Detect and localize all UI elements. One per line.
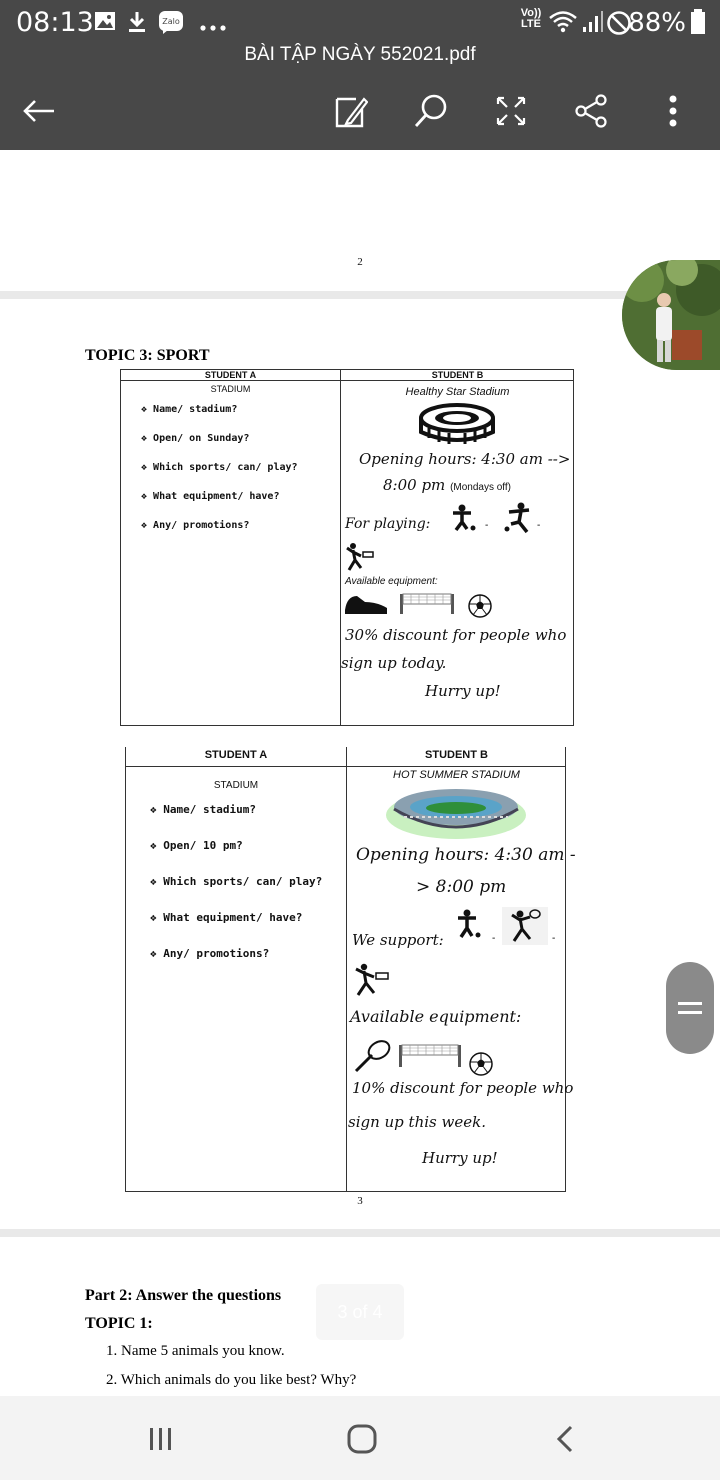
stadium-icon bbox=[384, 783, 528, 841]
student-a-header: STUDENT A bbox=[204, 749, 268, 761]
fullscreen-button[interactable] bbox=[486, 86, 536, 136]
svg-text:Zalo: Zalo bbox=[162, 17, 180, 26]
zalo-icon bbox=[158, 10, 184, 39]
soccer-ball-icon bbox=[466, 1051, 496, 1077]
promotion-line-1: 10% discount for people who bbox=[352, 1079, 574, 1097]
more-dots-icon bbox=[200, 18, 226, 36]
question-item: ❖ What equipment/ have? bbox=[141, 491, 280, 502]
role-card-table-2: STUDENT A STUDENT B STADIUM ❖ Name/ stadium? ❖ Open/ 10 pm? ❖ Which sports/ can/ play? ❖ What equipment/ have? ❖ Any/ promotions? HOT SUMMER STADIUM Opening hours: 4:30 am - > 8:00 pm We support: - - Available equipment: 10% discount for people who sign up this week. Hurry up! bbox=[125, 747, 566, 1192]
promotion-line-1: 30% discount for people who bbox=[345, 626, 567, 644]
recent-apps-button[interactable] bbox=[136, 1414, 186, 1464]
fast-scroll-handle[interactable] bbox=[666, 962, 714, 1054]
back-icon bbox=[553, 1424, 577, 1454]
system-nav-bar bbox=[0, 1396, 720, 1480]
battery-percent: 88% bbox=[628, 8, 686, 38]
more-vert-icon bbox=[668, 95, 678, 127]
download-icon bbox=[126, 10, 148, 39]
promotion-line-2: sign up today. bbox=[341, 654, 447, 672]
student-b-header: STUDENT B bbox=[425, 749, 488, 761]
status-bar bbox=[0, 0, 720, 44]
hurry-text: Hurry up! bbox=[425, 682, 501, 700]
question-item: ❖ Which sports/ can/ play? bbox=[150, 875, 323, 888]
document-title: BÀI TẬP NGÀY 552021.pdf bbox=[244, 44, 476, 65]
fullscreen-icon bbox=[495, 95, 527, 127]
badminton-player-icon bbox=[352, 963, 392, 997]
available-equipment-label: Available equipment: bbox=[350, 1007, 522, 1026]
stadium-name: Healthy Star Stadium bbox=[405, 386, 510, 398]
opening-hours-line-1: Opening hours: 4:30 am --> bbox=[359, 450, 571, 468]
soccer-kick-icon bbox=[499, 502, 539, 534]
part-title: Part 2: Answer the questions bbox=[85, 1287, 282, 1304]
student-a-header: STUDENT A bbox=[204, 370, 257, 380]
share-button[interactable] bbox=[566, 86, 616, 136]
role-card-table-1: STUDENT A STUDENT B STADIUM ❖ Name/ stadium? ❖ Open/ on Sunday? ❖ Which sports/ can/ play? ❖ What equipment/ have? ❖ Any/ promotions? Healthy Star Stadium Opening hours: 4:30 am --> 8:00 pm (Mondays off) For playing: - - Available equipment: 30% discount for people who sign up today. Hurry up! bbox=[120, 369, 574, 726]
question-item: ❖ Name/ stadium? bbox=[141, 404, 238, 415]
wifi-icon bbox=[548, 10, 578, 39]
page-indicator: 3 of 4 bbox=[316, 1284, 404, 1340]
edit-button[interactable] bbox=[326, 86, 376, 136]
question-item: ❖ Any/ promotions? bbox=[150, 947, 270, 960]
stadium-name: HOT SUMMER STADIUM bbox=[393, 769, 520, 781]
home-icon bbox=[346, 1423, 378, 1455]
network-label: Vo)) LTE bbox=[520, 7, 542, 30]
question-item: ❖ Open/ on Sunday? bbox=[141, 433, 250, 444]
opening-hours-line-2: 8:00 pm (Mondays off) bbox=[383, 476, 512, 494]
question-item: ❖ Which sports/ can/ play? bbox=[141, 462, 298, 473]
for-playing-label: For playing: bbox=[345, 516, 431, 532]
stadium-subheader: STADIUM bbox=[210, 384, 251, 394]
more-options-button[interactable] bbox=[648, 86, 698, 136]
question-item: ❖ Name/ stadium? bbox=[150, 803, 256, 816]
back-arrow-icon bbox=[22, 99, 56, 123]
back-button[interactable] bbox=[14, 86, 64, 136]
tennis-racket-icon bbox=[352, 1039, 392, 1073]
question-item: ❖ Any/ promotions? bbox=[141, 520, 250, 531]
question-item: ❖ What equipment/ have? bbox=[150, 911, 303, 924]
topic-title: TOPIC 3: SPORT bbox=[85, 347, 210, 364]
hurry-text: Hurry up! bbox=[422, 1149, 498, 1167]
question-item: ❖ Open/ 10 pm? bbox=[150, 839, 243, 852]
available-equipment-label: Available equipment: bbox=[345, 576, 438, 587]
soccer-ball-icon bbox=[463, 594, 497, 618]
share-icon bbox=[574, 94, 608, 128]
sneakers-icon bbox=[343, 590, 389, 616]
topic-title: TOPIC 1: bbox=[85, 1315, 153, 1332]
promotion-line-2: sign up this week. bbox=[348, 1113, 486, 1131]
pdf-page-3 bbox=[0, 299, 720, 1229]
edit-icon bbox=[334, 93, 368, 129]
question-item: 2. Which animals do you like best? Why? bbox=[106, 1372, 357, 1388]
search-icon bbox=[413, 93, 449, 129]
football-player-icon bbox=[447, 504, 477, 532]
stadium-subheader: STADIUM bbox=[213, 780, 259, 791]
gallery-icon bbox=[94, 10, 116, 37]
signal-icon bbox=[582, 10, 604, 39]
football-player-icon bbox=[452, 909, 482, 939]
page-number: 2 bbox=[357, 256, 363, 268]
battery-icon bbox=[690, 9, 706, 40]
student-b-header: STUDENT B bbox=[431, 370, 484, 380]
recent-apps-icon bbox=[147, 1425, 175, 1453]
app-top-bar bbox=[0, 0, 720, 150]
badminton-net-icon bbox=[398, 1043, 462, 1067]
badminton-net-icon bbox=[399, 592, 455, 614]
home-button[interactable] bbox=[337, 1414, 387, 1464]
search-button[interactable] bbox=[406, 86, 456, 136]
hours-note: (Mondays off) bbox=[450, 482, 512, 493]
stadium-icon bbox=[417, 402, 497, 446]
page-number: 3 bbox=[357, 1195, 363, 1207]
badminton-player-icon bbox=[343, 542, 377, 572]
opening-hours-line-1: Opening hours: 4:30 am - bbox=[356, 845, 576, 865]
tennis-player-icon bbox=[502, 907, 548, 945]
opening-hours-line-2: > 8:00 pm bbox=[416, 877, 507, 897]
we-support-label: We support: bbox=[352, 931, 444, 949]
pdf-page-2 bbox=[0, 150, 720, 291]
question-item: 1. Name 5 animals you know. bbox=[106, 1343, 285, 1359]
nav-back-button[interactable] bbox=[540, 1414, 590, 1464]
status-time: 08:13 bbox=[16, 7, 94, 38]
